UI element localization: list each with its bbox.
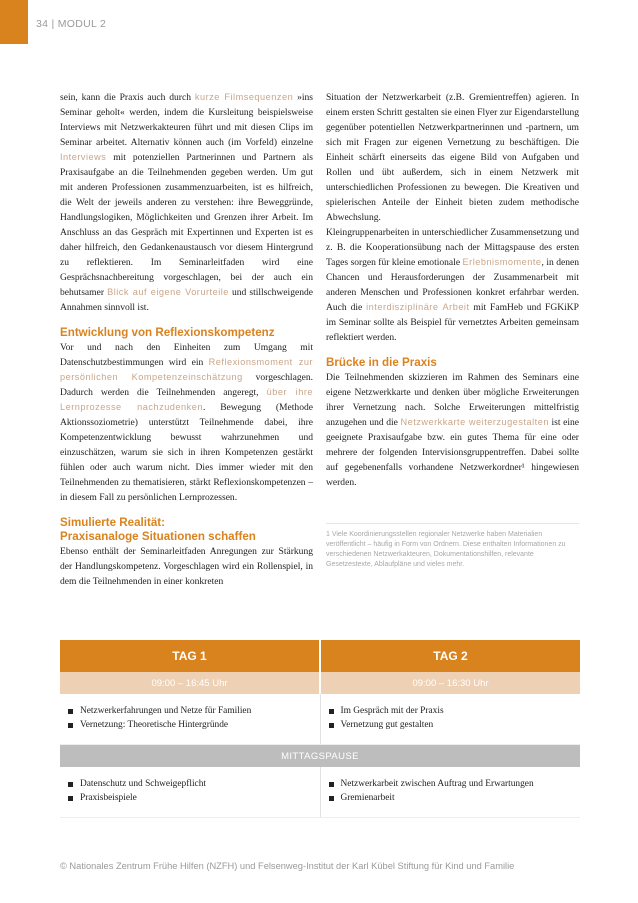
schedule-list-item: Datenschutz und Schweigepflicht bbox=[68, 777, 312, 791]
right-paragraph-2 bbox=[326, 225, 579, 345]
right-paragraph-3 bbox=[326, 370, 579, 490]
day-1-header: TAG 1 bbox=[60, 640, 320, 672]
day-2-header: TAG 2 bbox=[320, 640, 580, 672]
heading-reflexionskompetenz: Entwicklung von Reflexionskompetenz bbox=[60, 326, 275, 339]
text-segment: Kleingruppenarbeiten in unterschiedlicher Zusammensetzung und z. B. die Kooperationsübung nach der Mittagspause des ersten Tages sorgen für kleine emotionale bbox=[326, 227, 579, 268]
schedule-morning-row bbox=[60, 694, 580, 745]
day-1-morning-cell bbox=[60, 694, 320, 745]
day-2-morning-list bbox=[329, 704, 573, 732]
day-1-afternoon-cell bbox=[60, 767, 320, 818]
text-segment: mit FamHeb und FGKiKP im Seminar sollte als Beispiel für vernetztes Arbeiten gemeinsam reflektiert werden. bbox=[326, 302, 579, 343]
schedule-day-header-row bbox=[60, 640, 580, 672]
text-segment: Situation der Netzwerkarbeit (z.B. Gremientreffen) agieren. In einem ersten Schritt gestalten sie einen Flyer zur Eigendarstellung gegenüber potentiellen Netzwerkpartnerinnen und -partnern, um sich mit Fragen zur eigenen Vernetzung zu beschäftigen. Die Einheit schärft einerseits das eigene Bild von Aufgaben und Rollen und übt außerdem, sich in einem Netzwerk mit unterschiedlichen Professionen zu bewegen. Die Kreativen und spielerischen Anteile der Einheit bieten zudem methodische Abwechslung. bbox=[326, 92, 579, 223]
highlighted-term: interdisziplinäre Arbeit bbox=[366, 302, 470, 312]
highlighted-term: Reflexionsmoment zur persönlichen Kompetenzeinschätzung bbox=[60, 357, 313, 382]
heading-praxisanaloge-situationen: Praxisanaloge Situationen schaffen bbox=[60, 530, 256, 543]
left-paragraph-1 bbox=[60, 90, 313, 315]
schedule-list-item: Im Gespräch mit der Praxis bbox=[329, 704, 573, 718]
left-paragraph-2 bbox=[60, 340, 313, 505]
text-segment: . Bewegung (Methode Aktionssoziometrie) unterstützt Teilnehmende dabei, ihre Kompetenzentwicklung bewusst wahrzunehmen und einzuschätzen, warum sie sich in ihren Kompetenzen gestärkt fühlen oder auch warum nicht. Dies immer wieder mit den Teilnehmenden zu thematisieren, stärkt Reflexionskompetenzen – in diesem Fall zu persönlichen Lernprozessen. bbox=[60, 402, 313, 503]
day-2-afternoon-list bbox=[329, 777, 573, 805]
schedule-list-item: Vernetzung: Theoretische Hintergründe bbox=[68, 718, 312, 732]
text-segment: , in denen Chancen und Herausforderungen der Zusammenarbeit mit anderen Menschen und Professionen konkret erfahrbar werden. Auch die bbox=[326, 257, 579, 313]
seminar-schedule-table bbox=[60, 640, 580, 818]
day-1-morning-list bbox=[68, 704, 312, 732]
left-paragraph-3: Ebenso enthält der Seminarleitfaden Anregungen zur Stärkung der Handlungskompetenz. Vorgeschlagen wird ein Rollenspiel, in dem die Teilnehmenden in einer konkreten bbox=[60, 546, 313, 587]
left-column bbox=[60, 90, 313, 589]
lunch-break-label: MITTAGSPAUSE bbox=[60, 745, 580, 768]
text-segment: Die Teilnehmenden skizzieren im Rahmen des Seminars eine eigene Netzwerkkarte und denken über mögliche Erweiterungen ihrer Vernetzung nach. Solche Erweiterungen mittelfristig anzugehen und die bbox=[326, 372, 579, 428]
text-segment: vorgeschlagen. Dadurch werden die Teilnehmenden angeregt, bbox=[60, 372, 313, 398]
schedule-time-row bbox=[60, 672, 580, 694]
heading-simulierte-realitaet: Simulierte Realität: bbox=[60, 516, 166, 529]
text-segment: Vor und nach den Einheiten zum Umgang mit Datenschutzbestimmungen wird ein bbox=[60, 342, 313, 368]
day-2-afternoon-cell bbox=[320, 767, 580, 818]
page-corner-tab bbox=[0, 0, 28, 44]
text-segment: »ins Seminar geholt« werden, indem die Kursleitung beispielsweise Interviews mit Netzwerkakteuren führt und mit diesen Clips im Seminar arbeitet. Alternativ können auch (im Vorfeld) einzelne bbox=[60, 92, 313, 148]
text-segment: und stillschweigende Annahmen sinnvoll ist. bbox=[60, 287, 313, 313]
highlighted-term: Interviews bbox=[60, 152, 107, 162]
heading-bruecke-in-die-praxis: Brücke in die Praxis bbox=[326, 356, 437, 369]
text-segment: mit potenziellen Partnerinnen und Partnern als Praxisaufgabe an die Teilnehmenden gegeben werden. Um gut mit anderen Professionen zusammenzuarbeiten, ist es hilfreich, die Welt der jeweils anderen zu verstehen: ihre Beweggründe, Handlungslogiken, Möglichkeiten und Grenzen ihrer Arbeit. Im Anschluss an das Gespräch mit Expertinnen und Experten ist es daher hilfreich, den Gedankenaustausch vor diesem Hintergrund zu reflektieren. Im Seminarleitfaden wird eine Gesprächsnachbereitung vorgeschlagen, bei der auch ein behutsamer bbox=[60, 152, 313, 298]
copyright-footer: © Nationales Zentrum Frühe Hilfen (NZFH) und Felsenweg-Institut der Karl Kübel Stiftung für Kind und Familie bbox=[60, 861, 515, 871]
day-2-morning-cell bbox=[320, 694, 580, 745]
day-1-time: 09:00 – 16:45 Uhr bbox=[60, 672, 320, 694]
day-2-time: 09:00 – 16:30 Uhr bbox=[320, 672, 580, 694]
schedule-pause-row bbox=[60, 745, 580, 768]
schedule-list-item: Gremienarbeit bbox=[329, 791, 573, 805]
page-header: 34 | MODUL 2 bbox=[36, 18, 107, 30]
footnote: 1 Viele Koordinierungsstellen regionaler Netzwerke haben Materialien veröffentlicht – häufig in Form von Ordnern. Diese enthalten Informationen zu verschiedenen Netzwerkakteuren, Dokumentationshilfen, relevante Gesetzestexte, Ablaufpläne und vieles mehr. bbox=[326, 523, 579, 570]
highlighted-term: Erlebnismomente bbox=[462, 257, 542, 267]
schedule-afternoon-row bbox=[60, 767, 580, 818]
right-column bbox=[326, 90, 579, 570]
text-segment: ist eine geeignete Praxisaufgabe bzw. ein gutes Thema für eine oder mehrere der folgenden Intervisionsgruppentreffen. Dabei sollte auf gegebenenfalls vorhandene Netzwerkordner¹ hingewiesen werden. bbox=[326, 417, 579, 488]
highlighted-term: über ihre Lernprozesse nachzudenken bbox=[60, 387, 314, 412]
day-1-afternoon-list bbox=[68, 777, 312, 805]
text-segment: sein, kann die Praxis auch durch bbox=[60, 92, 195, 103]
highlighted-term: Blick auf eigene Vorurteile bbox=[107, 287, 229, 297]
highlighted-term: Netzwerkkarte weiterzugestalten bbox=[400, 417, 549, 427]
right-paragraph-1 bbox=[326, 90, 579, 225]
schedule-list-item: Netzwerkerfahrungen und Netze für Familien bbox=[68, 704, 312, 718]
schedule-list-item: Vernetzung gut gestalten bbox=[329, 718, 573, 732]
schedule-list-item: Netzwerkarbeit zwischen Auftrag und Erwartungen bbox=[329, 777, 573, 791]
highlighted-term: kurze Filmsequenzen bbox=[194, 92, 294, 102]
schedule-list-item: Praxisbeispiele bbox=[68, 791, 312, 805]
